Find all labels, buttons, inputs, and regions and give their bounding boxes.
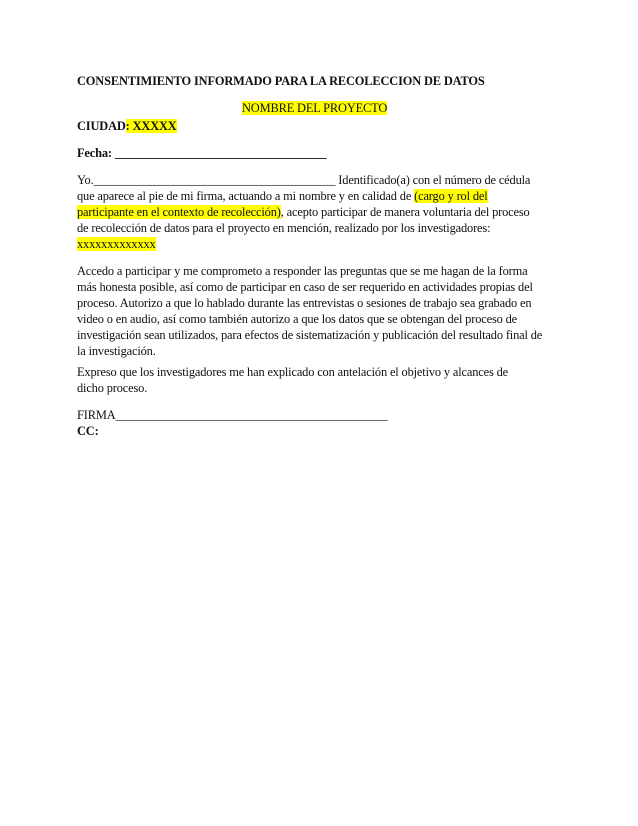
paragraph1-line4: de recolección de datos para el proyecto en mención, realizado por los investigadores: xyxy=(77,221,491,235)
cc-line: CC: xyxy=(77,424,99,438)
project-name xyxy=(242,100,387,116)
fecha-line: Fecha: ___________________________________ xyxy=(77,146,327,160)
paragraph1-line3-text: , acepto participar de manera voluntaria del proceso xyxy=(280,205,530,219)
paragraph2-line3: proceso. Autorizo a que lo hablado durante las entrevistas o sesiones de trabajo sea grabado en xyxy=(77,296,532,310)
cargo-rol-highlight: (cargo y rol del xyxy=(414,189,488,203)
document-title: CONSENTIMIENTO INFORMADO PARA LA RECOLECCION DE DATOS xyxy=(77,74,485,88)
paragraph2-line5: investigación sean utilizados, para efectos de sistematización y publicación del resultado final de xyxy=(77,328,543,342)
ciudad-line xyxy=(77,118,177,134)
paragraph1-line1: Yo.________________________________________ Identificado(a) con el número de cédula xyxy=(77,173,531,187)
paragraph2-line6: la investigación. xyxy=(77,344,156,358)
ciudad-label: CIUDAD xyxy=(77,119,126,133)
paragraph1-line2-text: que aparece al pie de mi firma, actuando a mi nombre y en calidad de xyxy=(77,189,415,203)
ciudad-value: : XXXXX xyxy=(125,119,177,133)
paragraph1-line5 xyxy=(77,236,156,252)
paragraph2-line4: video o en audio, así como también autorizo a que los datos que se obtengan del proceso de xyxy=(77,312,518,326)
investigadores-highlight: xxxxxxxxxxxxx xyxy=(77,237,156,251)
paragraph3-line2: dicho proceso. xyxy=(77,381,148,395)
paragraph1-line3 xyxy=(77,204,530,220)
project-name-highlight: NOMBRE DEL PROYECTO xyxy=(242,101,388,115)
participante-highlight: participante en el contexto de recolección) xyxy=(77,205,281,219)
firma-line: FIRMA_____________________________________________ xyxy=(77,408,388,422)
paragraph1-line2 xyxy=(77,188,488,204)
paragraph2-line2: más honesta posible, así como de participar en caso de ser requerido en actividades propias del xyxy=(77,280,533,294)
paragraph2-line1: Accedo a participar y me comprometo a responder las preguntas que se me hagan de la forma xyxy=(77,264,528,278)
paragraph3-line1: Expreso que los investigadores me han explicado con antelación el objetivo y alcances de xyxy=(77,365,508,379)
